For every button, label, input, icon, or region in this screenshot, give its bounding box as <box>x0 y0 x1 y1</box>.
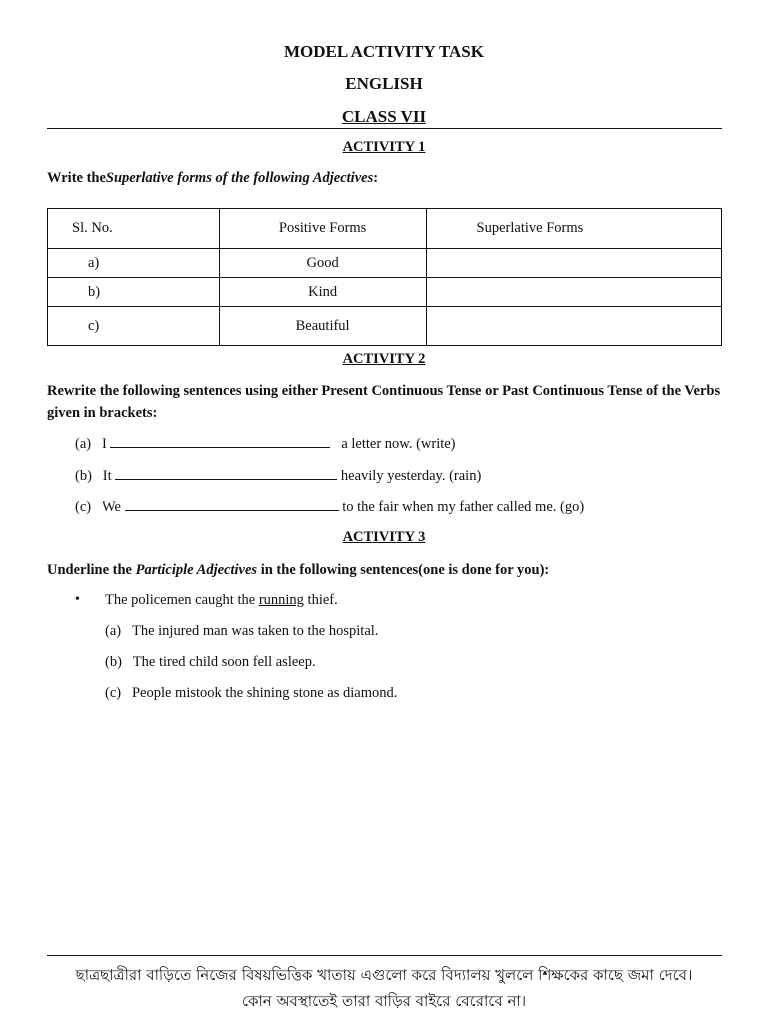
activity3-heading: ACTIVITY 3 <box>342 529 426 545</box>
item-end: a letter now. (write) <box>341 436 456 452</box>
header-superlative-forms: Superlative Forms <box>426 209 721 249</box>
activity1-heading: ACTIVITY 1 <box>342 139 426 155</box>
participle-item-a <box>105 623 378 640</box>
item-label: (c) <box>75 499 92 515</box>
item-label: (c) <box>105 685 122 701</box>
activity3-instruction <box>47 559 727 581</box>
superlative-answer-cell[interactable] <box>426 249 721 278</box>
item-start: We <box>101 499 121 515</box>
item-label: (b) <box>75 468 92 484</box>
row-number: c) <box>48 307 220 346</box>
positive-form: Kind <box>219 278 426 307</box>
superlative-answer-cell[interactable] <box>426 278 721 307</box>
header-sl-no: Sl. No. <box>48 209 220 249</box>
example-after: thief. <box>303 592 338 608</box>
answer-blank[interactable] <box>115 467 337 480</box>
example-sentence <box>105 592 338 609</box>
class-title: CLASS VII <box>341 107 427 126</box>
answer-blank[interactable] <box>125 498 339 511</box>
adjective-forms-table <box>47 208 722 346</box>
subject-title: ENGLISH <box>345 74 423 93</box>
tense-item-a <box>75 435 456 453</box>
activity2-instruction: Rewrite the following sentences using either Present Continuous Tense or Past Continuous Tense of the Verbs given in brackets: <box>47 383 721 421</box>
example-before: The policemen caught the <box>105 592 259 608</box>
item-label: (a) <box>105 623 122 639</box>
activity1-instruction-italic: Superlative forms of the following Adjectives <box>105 170 374 186</box>
participle-item-b <box>105 654 316 671</box>
header-divider <box>47 128 722 129</box>
item-start: It <box>102 468 112 484</box>
footer-note-line1: ছাত্রছাত্রীরা বাড়িতে নিজের বিষয়ভিত্তিক খাতায় এগুলো করে বিদ্যালয় খুললে শিক্ষকের কাছে জমা দেবে। <box>75 966 693 984</box>
activity3-instruction-suffix: in the following sentences(one is done for you): <box>257 562 550 578</box>
item-text[interactable]: People mistook the shining stone as diamond. <box>131 685 398 701</box>
table-row <box>48 307 722 346</box>
table-header-row <box>48 209 722 249</box>
activity3-instruction-prefix: Underline the <box>47 562 136 578</box>
positive-form: Good <box>219 249 426 278</box>
bullet-icon: • <box>75 592 80 607</box>
activity1-instruction <box>47 167 727 189</box>
row-number: a) <box>48 249 220 278</box>
activity1-instruction-prefix: Write the <box>47 170 106 186</box>
document-title: MODEL ACTIVITY TASK <box>284 42 484 61</box>
answer-blank[interactable] <box>110 435 330 448</box>
row-number: b) <box>48 278 220 307</box>
footer-divider <box>47 955 722 956</box>
item-text[interactable]: The tired child soon fell asleep. <box>132 654 316 670</box>
tense-item-b <box>75 467 481 485</box>
item-end: heavily yesterday. (rain) <box>340 468 482 484</box>
footer-note-line2: কোন অবস্থাতেই তারা বাড়ির বাইরে বেরোবে না। <box>241 992 527 1010</box>
item-label: (b) <box>105 654 122 670</box>
activity1-instruction-suffix: : <box>373 170 379 186</box>
item-text[interactable]: The injured man was taken to the hospital. <box>131 623 379 639</box>
item-label: (a) <box>75 436 92 452</box>
item-start: I <box>101 436 107 452</box>
tense-item-c <box>75 498 584 516</box>
positive-form: Beautiful <box>219 307 426 346</box>
example-underlined-word: running <box>258 592 304 608</box>
table-row <box>48 278 722 307</box>
activity2-heading: ACTIVITY 2 <box>342 351 426 367</box>
item-end: to the fair when my father called me. (go) <box>342 499 585 515</box>
header-positive-forms: Positive Forms <box>219 209 426 249</box>
superlative-answer-cell[interactable] <box>426 307 721 346</box>
table-row <box>48 249 722 278</box>
participle-item-c <box>105 685 397 702</box>
activity3-instruction-italic: Participle Adjectives <box>135 562 258 578</box>
